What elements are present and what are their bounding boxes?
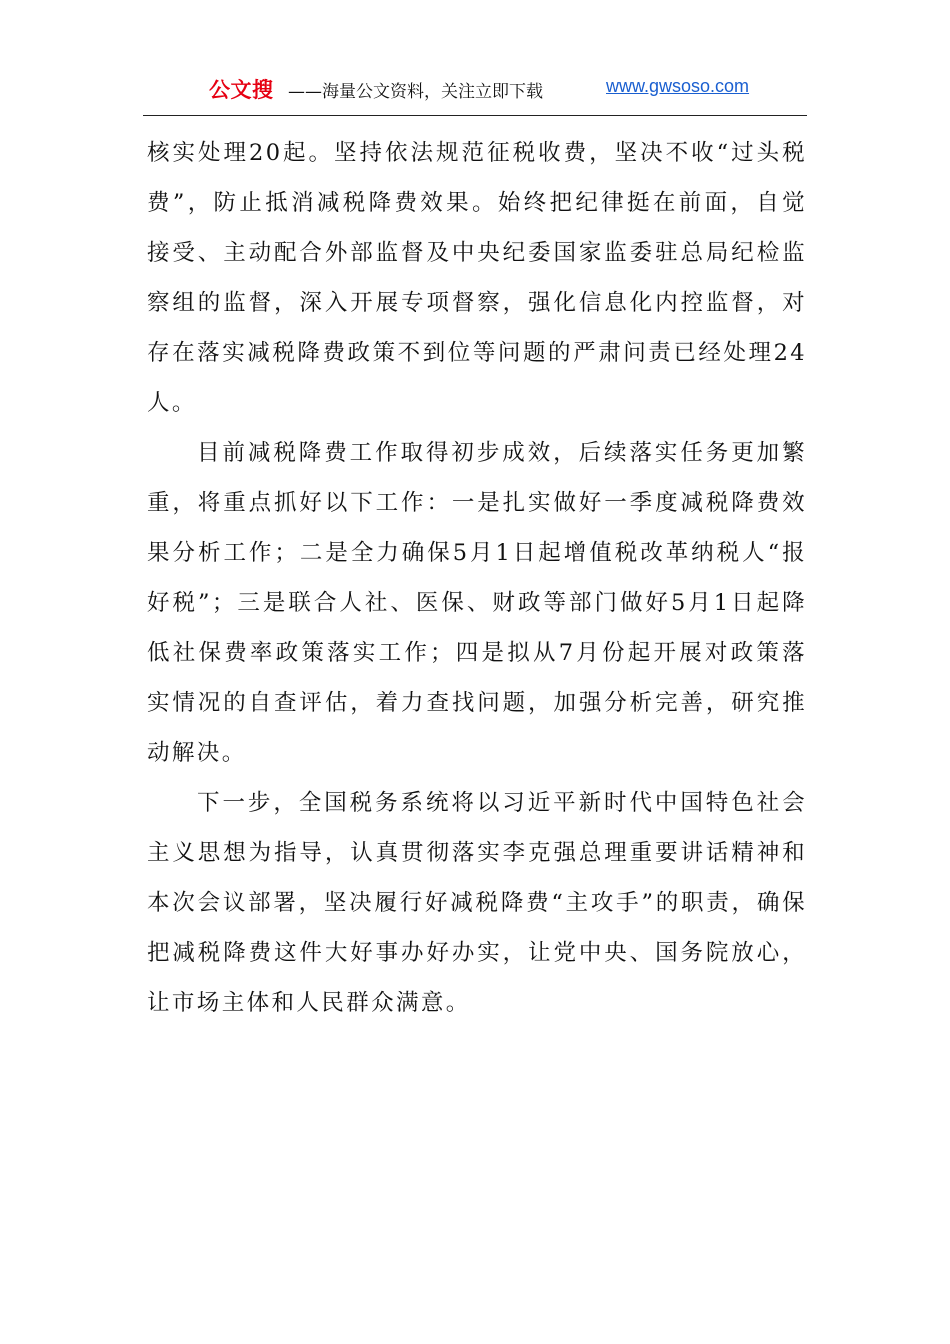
paragraph-next-step: 下一步，全国税务系统将以习近平新时代中国特色社会主义思想为指导，认真贯彻落实李克强总理重要讲话精神和本次会议部署，坚决履行好减税降费“主攻手”的职责，确保把减税降费这件大好事办好办实，让党中央、国务院放心，让市场主体和人民群众满意。 — [147, 790, 807, 1016]
paragraph-continuation: 核实处理20起。坚持依法规范征税收费，坚决不收“过头税费”，防止抵消减税降费效果。始终把纪律挺在前面，自觉接受、主动配合外部监督及中央纪委国家监委驻总局纪检监察组的监督，深入开展专项督察，强化信息化内控监督，对存在落实减税降费政策不到位等问题的严肃问责已经处理24人。 — [147, 140, 807, 416]
website-link[interactable]: www.gwsoso.com — [606, 76, 750, 96]
page-header — [143, 66, 807, 110]
paragraph-next-tasks: 目前减税降费工作取得初步成效，后续落实任务更加繁重，将重点抓好以下工作：一是扎实做好一季度减税降费效果分析工作；二是全力确保5月1日起增值税改革纳税人“报好税”；三是联合人社、医保、财政等部门做好5月1日起降低社保费率政策落实工作；四是拟从7月份起开展对政策落实情况的自查评估，着力查找问题，加强分析完善，研究推动解决。 — [147, 440, 807, 766]
header-divider — [143, 115, 807, 116]
document-body — [147, 128, 807, 1028]
brand-logo-text: 公文搜 — [209, 78, 274, 102]
header-tagline: ——海量公文资料，关注立即下载 — [288, 82, 543, 102]
